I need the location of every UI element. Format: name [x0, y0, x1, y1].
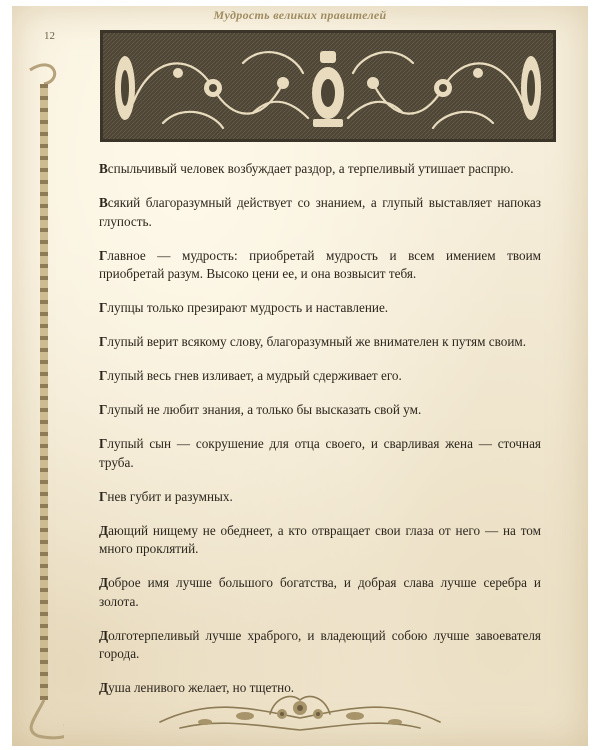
floral-vignette-ornament — [150, 678, 450, 740]
proverb: Доброе имя лучше большого богатства, и добрая слава лучше серебра и золота. — [99, 575, 541, 609]
proverb: Глупый сын — сокрушение для отца своего, и сварливая жена — сточная труба. — [99, 436, 541, 470]
proverb: Душа ленивого желает, но тщетно. — [99, 680, 295, 695]
ornamental-banner-image — [100, 30, 556, 142]
running-title: Мудрость великих правителей — [213, 8, 387, 22]
proverb: Глупый верит всякому слову, благоразумный же внимателен к путям своим. — [99, 334, 527, 349]
page-number: 12 — [44, 30, 55, 42]
proverb: Долготерпеливый лучше храброго, и владеющий собою лучше завоевателя города. — [99, 627, 541, 661]
proverbs-list — [99, 160, 541, 713]
proverb: Главное — мудрость: приобретай мудрость и всем имением твоим приобретай разум. Высоко цени ее, и она возвысит тебя. — [99, 247, 541, 281]
proverb: Гнев губит и разумных. — [99, 488, 233, 504]
rope-border-ornament — [24, 60, 64, 740]
proverb: Всякий благоразумный действует со знанием, а глупый выставляет напоказ глупость. — [99, 195, 541, 229]
proverb: Дающий нищему не обеднеет, а кто отвращает свои глаза от него — на том много проклятий. — [99, 522, 541, 556]
proverb: Глупый весь гнев изливает, а мудрый сдерживает его. — [99, 368, 402, 383]
proverb: Глупый не любит знания, а только бы высказать свой ум. — [99, 402, 422, 417]
proverb: Вспыльчивый человек возбуждает раздор, а терпеливый утишает распрю. — [99, 161, 514, 176]
proverb: Глупцы только презирают мудрость и наставление. — [99, 300, 389, 315]
